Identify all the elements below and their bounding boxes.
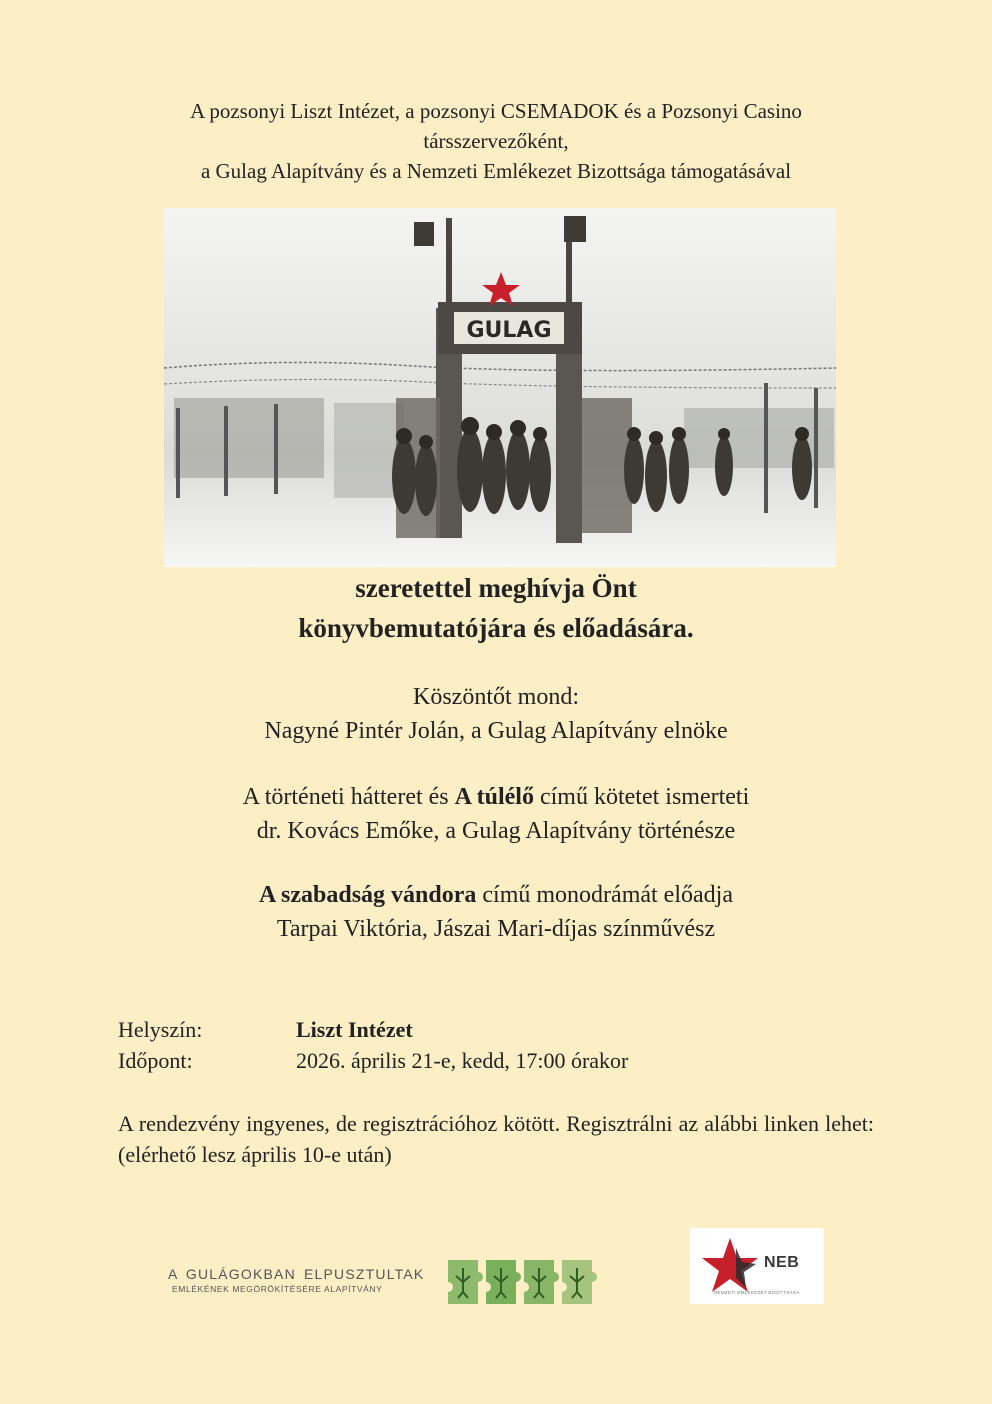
neb-star-icon xyxy=(698,1234,768,1298)
time-value: 2026. április 21-e, kedd, 17:00 órakor xyxy=(296,1048,629,1073)
gulag-gate-photo xyxy=(164,208,836,567)
play-title: A szabadság vándora xyxy=(259,882,477,908)
book-title: A túlélő xyxy=(454,784,534,810)
event-info xyxy=(118,1014,628,1076)
greeting-block xyxy=(100,680,892,748)
puzzle-figures-icon xyxy=(444,1254,604,1310)
greeting-label: Köszöntőt mond: xyxy=(413,684,579,710)
book-post: című kötetet ismerteti xyxy=(533,784,750,810)
venue-value: Liszt Intézet xyxy=(296,1017,413,1042)
book-presenter: dr. Kovács Emőke, a Gulag Alapítvány történésze xyxy=(256,818,736,844)
time-row xyxy=(118,1045,628,1076)
gulag-foundation-logo xyxy=(168,1254,608,1310)
gulag-camp-illustration xyxy=(164,208,836,567)
header-line-1: A pozsonyi Liszt Intézet, a pozsonyi CSEMADOK és a Pozsonyi Casino xyxy=(190,99,802,123)
book-presentation-block xyxy=(100,780,892,848)
invite-line-1: szeretettel meghívja Önt xyxy=(355,573,637,603)
gulag-logo-line-1: A GULÁGOKBAN ELPUSZTULTAK xyxy=(168,1266,425,1282)
registration-note: A rendezvény ingyenes, de regisztrációhoz kötött. Regisztrálni az alábbi linken lehet: (elérhető lesz április 10-e után) xyxy=(118,1111,874,1167)
header-line-2: társszervezőként, xyxy=(423,129,569,153)
neb-subtitle: NEMZETI EMLÉKEZET BIZOTTSÁGA xyxy=(714,1290,800,1295)
gulag-logo-line-2: EMLÉKÉNEK MEGÖRÖKÍTÉSÉRE ALAPÍTVÁNY xyxy=(172,1284,383,1294)
neb-text: NEB xyxy=(764,1254,800,1271)
play-line xyxy=(100,878,892,912)
invite-line-2: könyvbemutatójára és előadására. xyxy=(298,613,694,643)
venue-row xyxy=(118,1014,628,1045)
venue-label: Helyszín: xyxy=(118,1017,203,1042)
organizers-header xyxy=(80,96,912,186)
book-pre: A történeti hátteret és xyxy=(242,784,455,810)
greeting-speaker: Nagyné Pintér Jolán, a Gulag Alapítvány elnöke xyxy=(264,718,728,744)
neb-logo xyxy=(690,1228,824,1304)
invitation-text xyxy=(100,568,892,648)
book-line xyxy=(100,780,892,814)
gate-sign-text: GULAG xyxy=(466,318,552,343)
play-performer: Tarpai Viktória, Jászai Mari-díjas színművész xyxy=(276,916,716,942)
play-block xyxy=(100,878,892,946)
play-post: című monodrámát előadja xyxy=(476,882,733,908)
header-line-3: a Gulag Alapítvány és a Nemzeti Emlékezet Bizottsága támogatásával xyxy=(200,159,792,183)
time-label: Időpont: xyxy=(118,1048,193,1073)
